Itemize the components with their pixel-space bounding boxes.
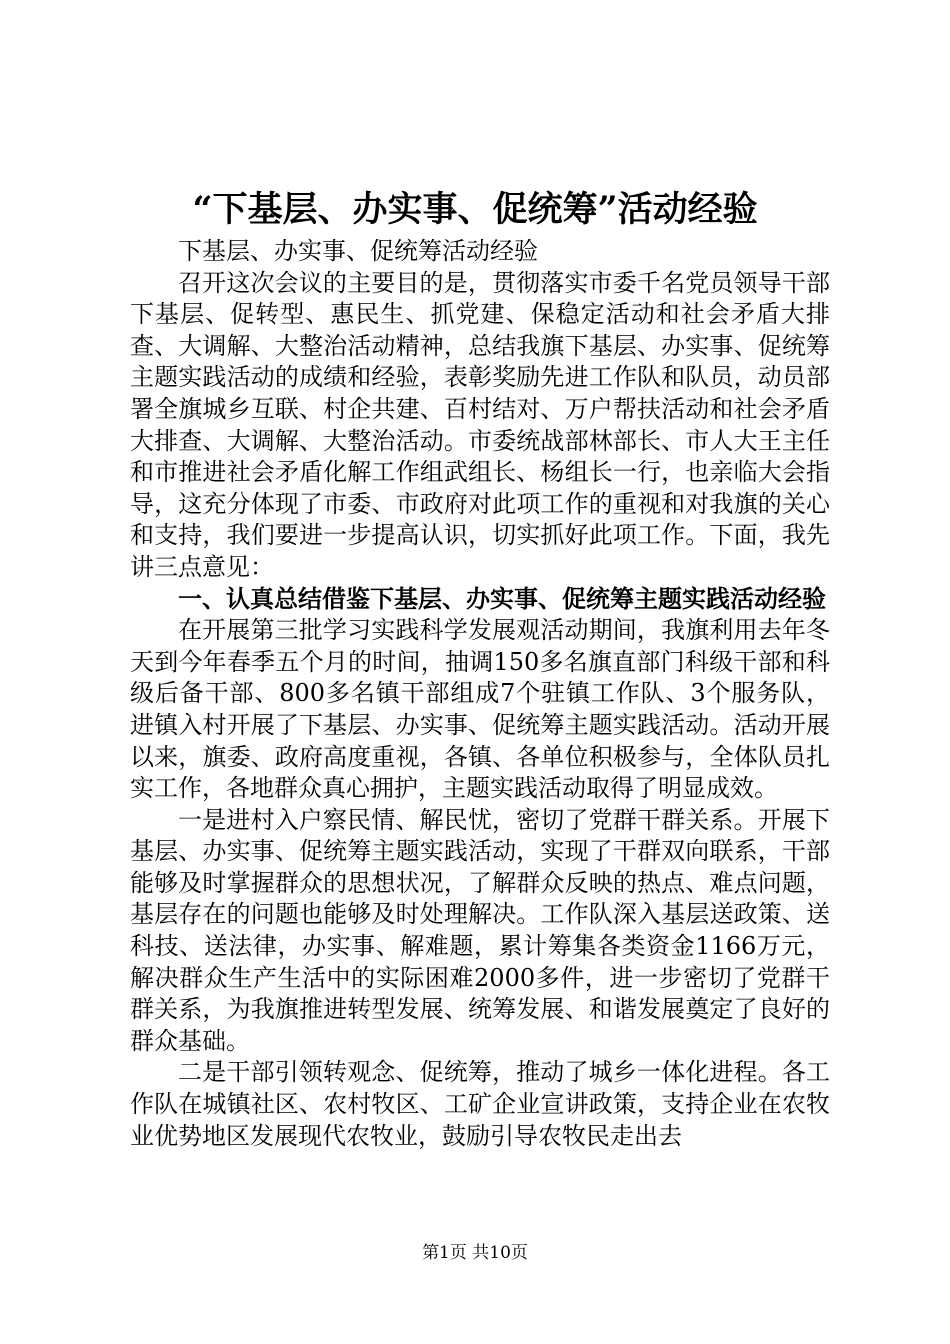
section-paragraph-3: 二是干部引领转观念、促统筹，推动了城乡一体化进程。各工作队在城镇社区、农村牧区、工矿企业宣讲政策，支持企业在农牧业优势地区发展现代农牧业，鼓励引导农牧民走出去 <box>130 1058 830 1150</box>
section-paragraph-2: 一是进村入户察民情、解民忧，密切了党群干群关系。开展下基层、办实事、促统筹主题实践活动，实现了干群双向联系，干部能够及时掌握群众的思想状况，了解群众反映的热点、难点问题，基层存在的问题也能够及时处理解决。工作队深入基层送政策、送科技、送法律，办实事、解难题，累计筹集各类资金1166万元，解决群众生产生活中的实际困难2000多件，进一步密切了党群干群关系，为我旗推进转型发展、统筹发展、和谐发展奠定了良好的群众基础。 <box>130 805 830 1055</box>
section-heading-1: 一、认真总结借鉴下基层、办实事、促统筹主题实践活动经验 <box>178 584 826 613</box>
document-body <box>130 236 830 1152</box>
page-footer: 第1页 共10页 <box>422 1243 528 1263</box>
intro-paragraph: 召开这次会议的主要目的是，贯彻落实市委千名党员领导干部下基层、促转型、惠民生、抓党建、保稳定活动和社会矛盾大排查、大调解、大整治活动精神，总结我旗下基层、办实事、促统筹主题实践活动的成绩和经验，表彰奖励先进工作队和队员，动员部署全旗城乡互联、村企共建、百村结对、万户帮扶活动和社会矛盾大排查、大调解、大整治活动。市委统战部林部长、市人大王主任和市推进社会矛盾化解工作组武组长、杨组长一行，也亲临大会指导，这充分体现了市委、市政府对此项工作的重视和对我旗的关心和支持，我们要进一步提高认识，切实抓好此项工作。下面，我先讲三点意见： <box>130 268 830 581</box>
subtitle-paragraph: 下基层、办实事、促统筹活动经验 <box>178 237 538 265</box>
document-title: “下基层、办实事、促统筹”活动经验 <box>192 189 758 230</box>
section-paragraph-1: 在开展第三批学习实践科学发展观活动期间，我旗利用去年冬天到今年春季五个月的时间，抽调150多名旗直部门科级干部和科级后备干部、800多名镇干部组成7个驻镇工作队、3个服务队，进镇入村开展了下基层、办实事、促统筹主题实践活动。活动开展以来，旗委、政府高度重视，各镇、各单位积极参与，全体队员扎实工作，各地群众真心拥护，主题实践活动取得了明显成效。 <box>130 616 830 803</box>
